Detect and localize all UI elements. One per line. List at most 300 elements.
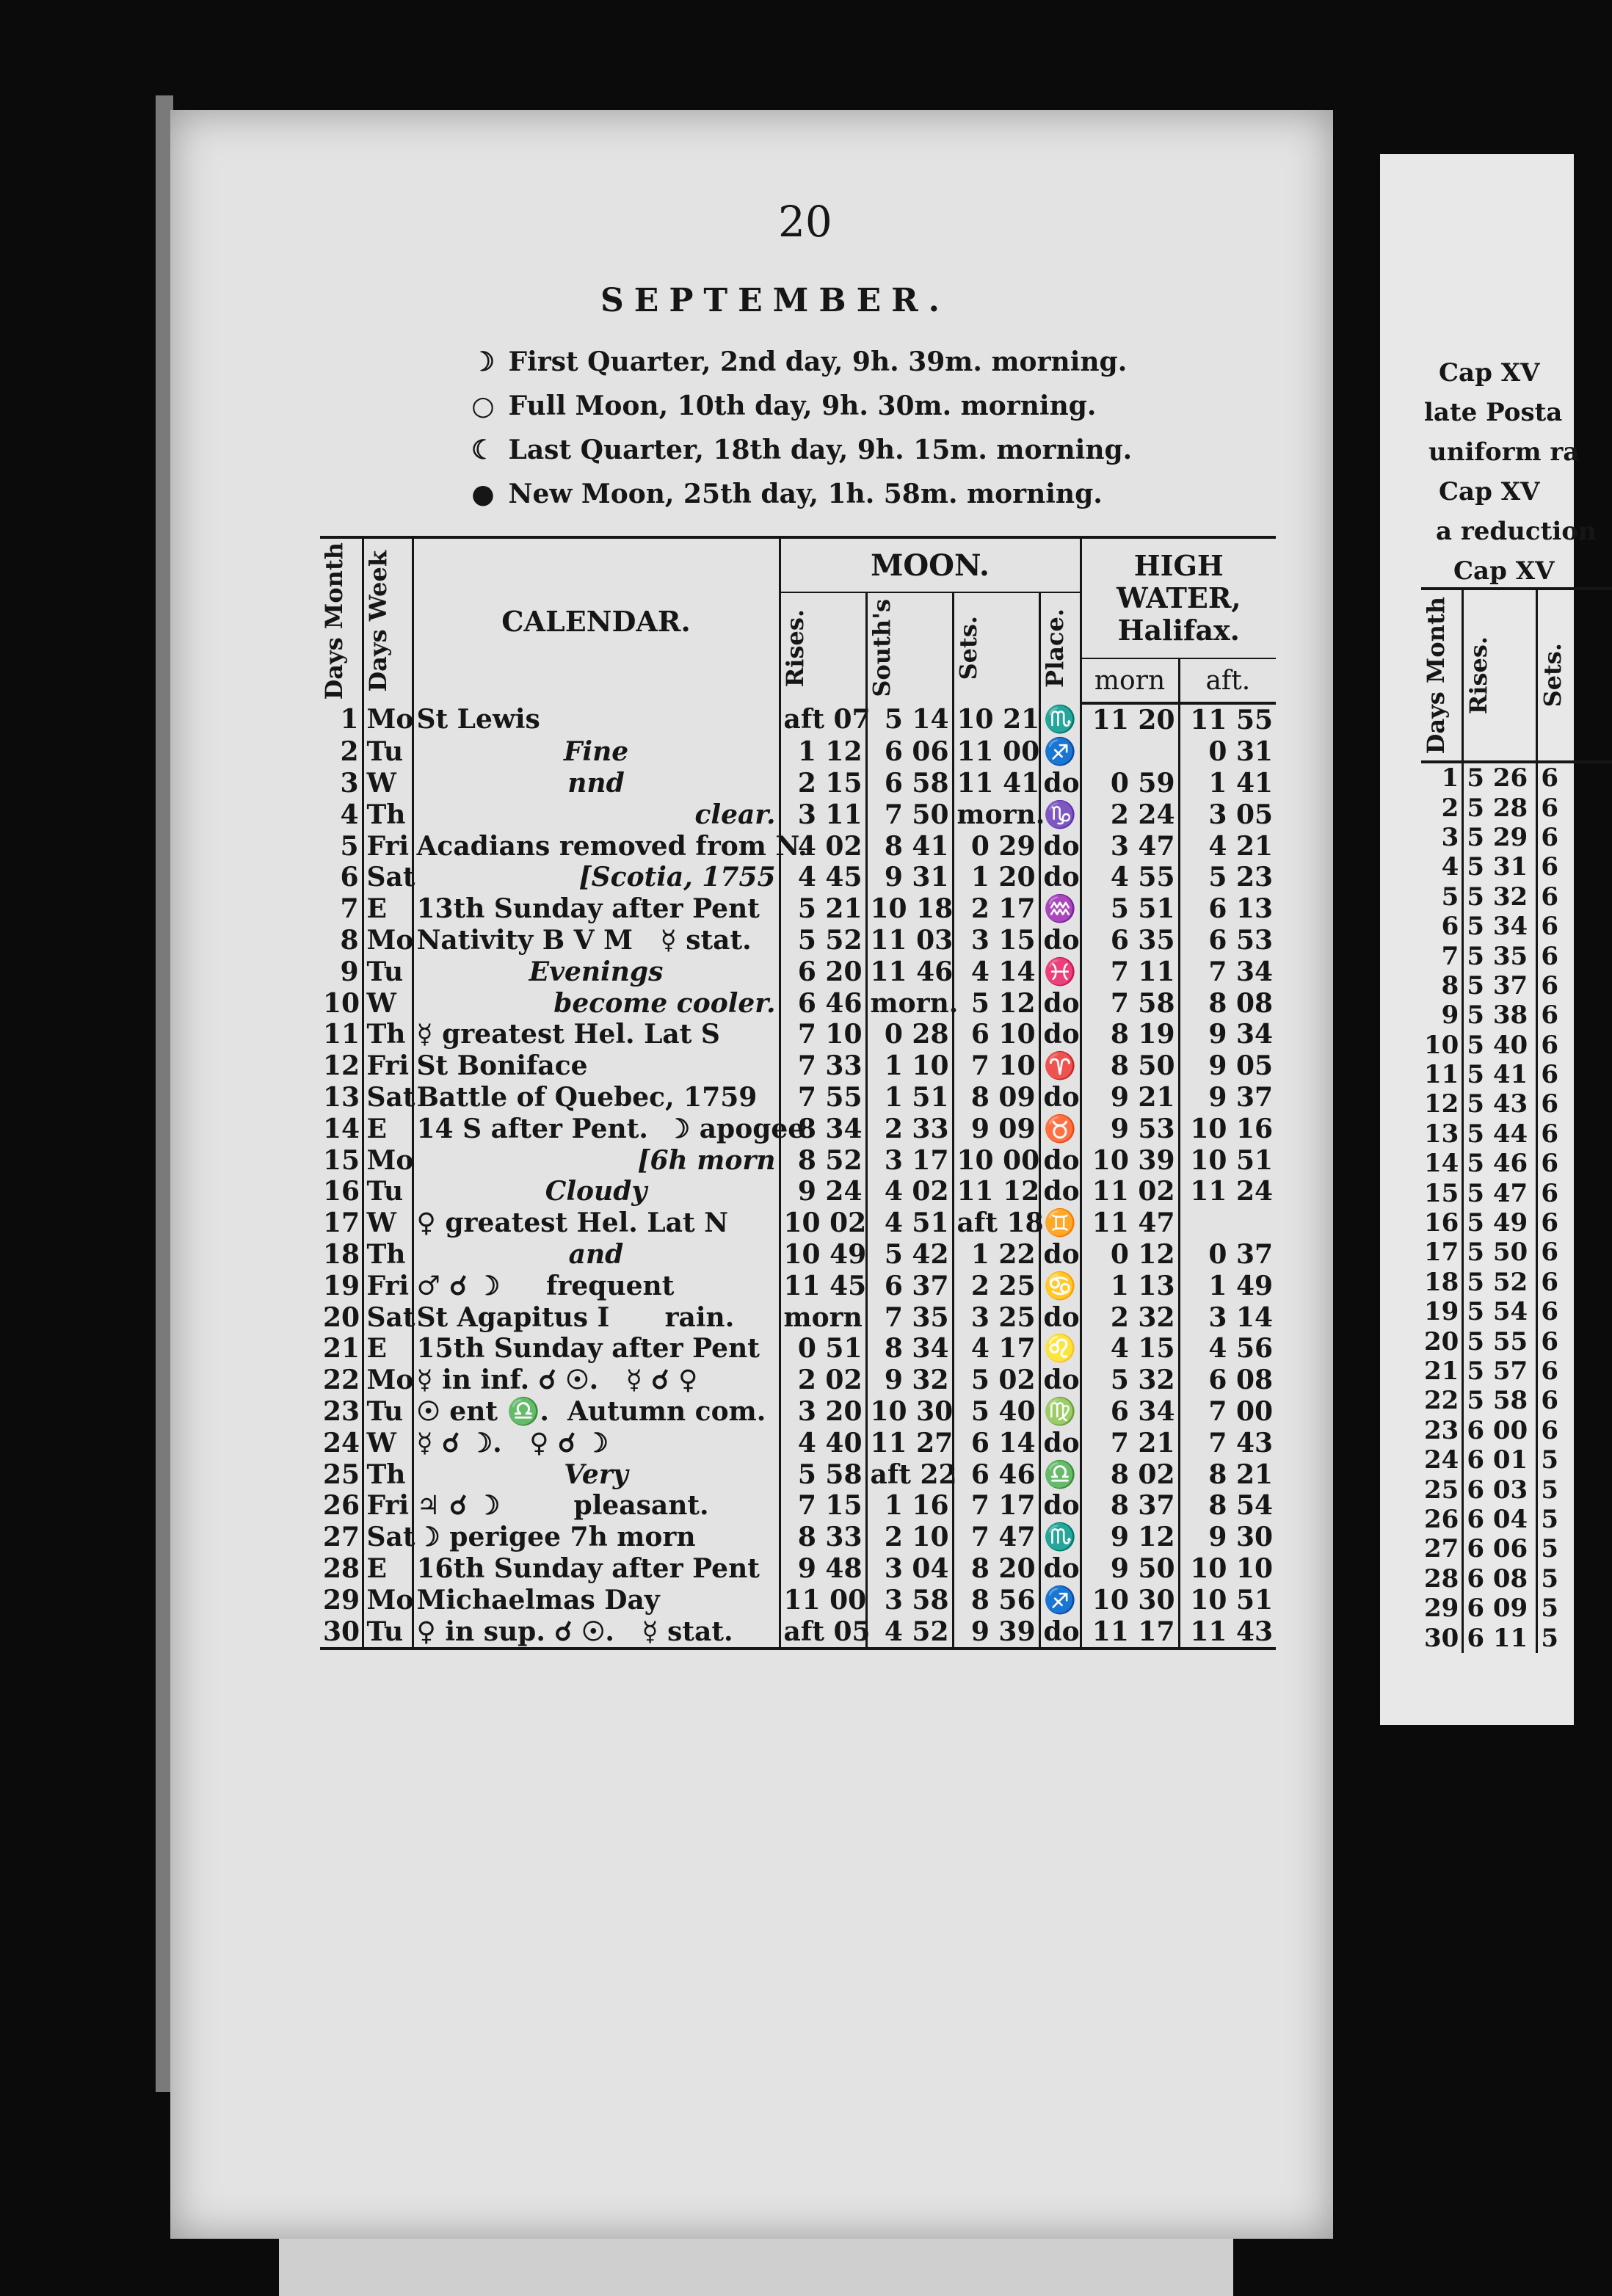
adjacent-day: 16	[1424, 1208, 1459, 1238]
moon-rises: 4 02	[780, 830, 866, 862]
moon-rises: 5 21	[780, 893, 866, 925]
moon-sets: 8 56	[953, 1584, 1039, 1616]
high-water-morn: 7 58	[1081, 987, 1179, 1019]
adjacent-sun-sets: 6	[1537, 971, 1612, 1000]
moon-souths: 11 03	[866, 925, 953, 956]
adjacent-table-row	[1421, 1564, 1612, 1594]
adjacent-day: 27	[1424, 1534, 1459, 1564]
adjacent-day: 6	[1441, 912, 1459, 942]
adjacent-page-line: a reduction	[1436, 517, 1597, 546]
days-week-header: Days Week	[363, 537, 413, 703]
day-of-week: W	[363, 768, 413, 799]
adjacent-sun-rises: 6 08	[1463, 1564, 1537, 1594]
high-water-aft: 3 14	[1179, 1301, 1276, 1333]
adjacent-sun-rises: 5 55	[1463, 1326, 1537, 1356]
calendar-row	[320, 703, 1276, 736]
phase-text: Full Moon, 10th day, 9h. 30m. morning.	[508, 390, 1097, 421]
new-moon-icon: ●	[471, 479, 495, 509]
morn-header: morn	[1081, 658, 1179, 703]
moon-place: do	[1039, 1490, 1081, 1522]
day-of-week: E	[363, 1553, 413, 1585]
adjacent-sun-sets: 6	[1537, 1031, 1612, 1060]
moon-place: ♍	[1039, 1396, 1081, 1428]
adjacent-sun-rises: 5 58	[1463, 1386, 1537, 1415]
adjacent-day: 7	[1441, 941, 1459, 971]
adjacent-sun-rises: 5 37	[1463, 971, 1537, 1000]
high-water-aft: 10 10	[1179, 1553, 1276, 1585]
moon-souths: 6 58	[866, 768, 953, 799]
moon-place: do	[1039, 1144, 1081, 1176]
adjacent-day: 28	[1424, 1563, 1459, 1594]
high-water-morn: 7 21	[1081, 1427, 1179, 1458]
adjacent-sun-sets: 6	[1537, 793, 1612, 822]
calendar-row	[320, 1616, 1276, 1649]
day-of-month: 30	[323, 1616, 360, 1647]
adjacent-sun-rises: 5 54	[1463, 1297, 1537, 1326]
day-of-month: 3	[340, 767, 359, 799]
adjacent-sun-sets: 6	[1537, 1149, 1612, 1178]
high-water-morn: 2 24	[1081, 799, 1179, 830]
adjacent-table-row	[1421, 1386, 1612, 1415]
high-water-aft: 5 23	[1179, 862, 1276, 893]
moon-sets: 5 12	[953, 987, 1039, 1019]
adjacent-table-row	[1421, 1594, 1612, 1623]
calendar-row	[320, 1301, 1276, 1333]
adjacent-table-row	[1421, 1089, 1612, 1119]
calendar-note: nnd	[413, 768, 780, 799]
calendar-row	[320, 1144, 1276, 1176]
calendar-note: ♀ greatest Hel. Lat N	[413, 1207, 780, 1239]
adjacent-sun-sets: 6	[1537, 1060, 1612, 1089]
high-water-aft: 6 53	[1179, 925, 1276, 956]
adjacent-day: 23	[1424, 1415, 1459, 1445]
adjacent-sun-sets: 5	[1537, 1623, 1612, 1652]
day-of-week: E	[363, 893, 413, 925]
moon-souths: 4 02	[866, 1176, 953, 1207]
high-water-morn: 3 47	[1081, 830, 1179, 862]
moon-souths: 5 42	[866, 1239, 953, 1271]
moon-souths: 8 41	[866, 830, 953, 862]
adjacent-day: 12	[1424, 1089, 1459, 1119]
high-water-aft: 9 30	[1179, 1522, 1276, 1553]
moon-souths: 9 32	[866, 1365, 953, 1396]
day-of-month: 10	[323, 987, 360, 1019]
day-of-month: 27	[323, 1522, 360, 1553]
adjacent-sun-rises: 5 43	[1463, 1089, 1537, 1119]
moon-phase-full-moon	[467, 390, 1096, 421]
moon-place: ♐	[1039, 1584, 1081, 1616]
day-of-week: Th	[363, 1458, 413, 1490]
calendar-row	[320, 893, 1276, 925]
adjacent-sun-rises: 5 29	[1463, 823, 1537, 852]
calendar-note: ☉ ent ♎. Autumn com.	[413, 1396, 780, 1428]
calendar-row	[320, 1270, 1276, 1301]
moon-sets: 4 14	[953, 956, 1039, 987]
day-of-week: Th	[363, 1239, 413, 1271]
phase-text: New Moon, 25th day, 1h. 58m. morning.	[508, 479, 1103, 509]
high-water-aft: 6 13	[1179, 893, 1276, 925]
moon-rises: 7 15	[780, 1490, 866, 1522]
adjacent-table-row	[1421, 1297, 1612, 1326]
adjacent-sun-rises: 5 50	[1463, 1238, 1537, 1267]
moon-sets: 7 47	[953, 1522, 1039, 1553]
moon-souths: 7 35	[866, 1301, 953, 1333]
adjacent-day: 19	[1424, 1297, 1459, 1327]
high-water-morn: 8 02	[1081, 1458, 1179, 1490]
moon-place: ♏	[1039, 703, 1081, 736]
day-of-week: W	[363, 1207, 413, 1239]
adjacent-table-row	[1421, 1356, 1612, 1386]
calendar-note: Very	[413, 1458, 780, 1490]
calendar-row	[320, 987, 1276, 1019]
adjacent-sun-sets: 5	[1537, 1594, 1612, 1623]
moon-sets: 6 10	[953, 1019, 1039, 1050]
adjacent-sun-rises: 6 03	[1463, 1475, 1537, 1504]
day-of-month: 9	[340, 956, 359, 987]
moon-sets: 8 20	[953, 1553, 1039, 1585]
page-number: 20	[778, 197, 832, 247]
calendar-row	[320, 925, 1276, 956]
calendar-row	[320, 1522, 1276, 1553]
high-water-morn: 10 30	[1081, 1584, 1179, 1616]
day-of-week: Fri	[363, 1270, 413, 1301]
moon-rises: 2 15	[780, 768, 866, 799]
moon-sets: 4 17	[953, 1333, 1039, 1365]
adjacent-sun-sets: 6	[1537, 1208, 1612, 1238]
adjacent-table-row	[1421, 1149, 1612, 1178]
moon-rises: 10 02	[780, 1207, 866, 1239]
calendar-header: CALENDAR.	[413, 537, 780, 703]
adjacent-day: 8	[1441, 970, 1459, 1000]
calendar-note: ♀ in sup. ☌ ☉. ☿ stat.	[413, 1616, 780, 1649]
rp-sets-header: Sets.	[1537, 589, 1612, 762]
high-water-header: HIGH WATER, Halifax.	[1081, 537, 1276, 658]
calendar-row	[320, 1365, 1276, 1396]
moon-rises: 4 45	[780, 862, 866, 893]
day-of-month: 28	[323, 1552, 360, 1584]
adjacent-day: 14	[1424, 1149, 1459, 1179]
adjacent-table-row	[1421, 1000, 1612, 1030]
moon-rises: 6 20	[780, 956, 866, 987]
calendar-row	[320, 1176, 1276, 1207]
high-water-aft: 0 37	[1179, 1239, 1276, 1271]
calendar-row	[320, 1458, 1276, 1490]
adjacent-sun-rises: 5 35	[1463, 941, 1537, 970]
moon-sets: 6 14	[953, 1427, 1039, 1458]
high-water-morn: 11 47	[1081, 1207, 1179, 1239]
calendar-note: [6h morn	[413, 1144, 780, 1176]
adjacent-day: 17	[1424, 1238, 1459, 1268]
calendar-body	[320, 703, 1276, 1682]
high-water-morn: 5 32	[1081, 1365, 1179, 1396]
moon-place: do	[1039, 1301, 1081, 1333]
moon-rises: 5 52	[780, 925, 866, 956]
moon-souths: 9 31	[866, 862, 953, 893]
high-water-aft: 11 24	[1179, 1176, 1276, 1207]
moon-sets: 5 40	[953, 1396, 1039, 1428]
moon-souths: 5 14	[866, 703, 953, 736]
adjacent-sun-rises: 5 26	[1463, 762, 1537, 793]
day-of-week: E	[363, 1113, 413, 1144]
calendar-note: ☿ in inf. ☌ ☉. ☿ ☌ ♀	[413, 1365, 780, 1396]
moon-sets: 7 17	[953, 1490, 1039, 1522]
day-of-week: Th	[363, 799, 413, 830]
calendar-note: ♂ ☌ ☽ frequent	[413, 1270, 780, 1301]
moon-sets: 1 20	[953, 862, 1039, 893]
calendar-table	[320, 536, 1276, 1682]
adjacent-sun-rises: 5 28	[1463, 793, 1537, 822]
adjacent-day: 26	[1424, 1504, 1459, 1534]
rp-rises-header: Rises.	[1463, 589, 1537, 762]
day-of-month: 4	[340, 799, 359, 830]
adjacent-day: 22	[1424, 1386, 1459, 1416]
adjacent-sun-sets: 6	[1537, 823, 1612, 852]
adjacent-sun-rises: 5 46	[1463, 1149, 1537, 1178]
high-water-morn: 7 11	[1081, 956, 1179, 987]
adjacent-table-row	[1421, 1031, 1612, 1060]
high-water-morn: 0 59	[1081, 768, 1179, 799]
calendar-row	[320, 1396, 1276, 1428]
moon-souths: 0 28	[866, 1019, 953, 1050]
high-water-aft: 8 54	[1179, 1490, 1276, 1522]
high-water-aft: 10 16	[1179, 1113, 1276, 1144]
moon-phase-first-quarter	[467, 346, 1127, 377]
moon-rises: 11 00	[780, 1584, 866, 1616]
moon-souths: 3 58	[866, 1584, 953, 1616]
moon-sets: 6 46	[953, 1458, 1039, 1490]
moon-rises: 6 46	[780, 987, 866, 1019]
adjacent-sun-sets: 6	[1537, 1089, 1612, 1119]
calendar-note: become cooler.	[413, 987, 780, 1019]
calendar-note: St Boniface	[413, 1050, 780, 1082]
moon-place: ♓	[1039, 956, 1081, 987]
moon-souths: 3 04	[866, 1553, 953, 1585]
moon-sets: 2 25	[953, 1270, 1039, 1301]
adjacent-table-row	[1421, 1060, 1612, 1089]
high-water-morn	[1081, 736, 1179, 768]
high-water-aft: 3 05	[1179, 799, 1276, 830]
calendar-note: Nativity B V M ☿ stat.	[413, 925, 780, 956]
high-water-morn: 8 37	[1081, 1490, 1179, 1522]
adjacent-sun-sets: 6	[1537, 941, 1612, 970]
moon-rises: 8 34	[780, 1113, 866, 1144]
adjacent-sun-rises: 5 44	[1463, 1119, 1537, 1149]
moon-place: do	[1039, 1176, 1081, 1207]
adjacent-page-line: Cap XV	[1453, 556, 1555, 586]
calendar-row	[320, 1239, 1276, 1271]
calendar-note: and	[413, 1239, 780, 1271]
high-water-morn: 1 13	[1081, 1270, 1179, 1301]
day-of-week: Sat	[363, 1301, 413, 1333]
adjacent-page	[1380, 154, 1597, 1725]
day-of-week: Tu	[363, 956, 413, 987]
day-of-week: Tu	[363, 1396, 413, 1428]
day-of-week: Fri	[363, 1050, 413, 1082]
day-of-week: W	[363, 987, 413, 1019]
moon-sets: 10 21	[953, 703, 1039, 736]
calendar-row	[320, 1427, 1276, 1458]
day-of-month: 5	[340, 830, 359, 862]
moon-place: do	[1039, 1019, 1081, 1050]
adjacent-sun-rises: 6 01	[1463, 1445, 1537, 1475]
day-of-month: 23	[323, 1395, 360, 1427]
calendar-row	[320, 1019, 1276, 1050]
moon-sets: 11 00	[953, 736, 1039, 768]
moon-rises: 7 10	[780, 1019, 866, 1050]
high-water-morn: 4 15	[1081, 1333, 1179, 1365]
day-of-month: 13	[323, 1081, 360, 1113]
moon-header: MOON.	[780, 537, 1081, 592]
day-of-month: 19	[323, 1270, 360, 1301]
day-of-week: Sat	[363, 862, 413, 893]
day-of-month: 17	[323, 1207, 360, 1239]
calendar-row	[320, 830, 1276, 862]
moon-sets: 7 10	[953, 1050, 1039, 1082]
moon-rises: aft 07	[780, 703, 866, 736]
high-water-morn: 10 39	[1081, 1144, 1179, 1176]
high-water-morn: 8 19	[1081, 1019, 1179, 1050]
adjacent-sun-sets: 6	[1537, 1297, 1612, 1326]
moon-souths: 2 33	[866, 1113, 953, 1144]
moon-souths: 1 51	[866, 1082, 953, 1114]
moon-souths: 4 51	[866, 1207, 953, 1239]
calendar-row	[320, 1584, 1276, 1616]
calendar-row	[320, 768, 1276, 799]
aft-header: aft.	[1179, 658, 1276, 703]
adjacent-sun-sets: 6	[1537, 1326, 1612, 1356]
moon-sets: 8 09	[953, 1082, 1039, 1114]
calendar-note: 15th Sunday after Pent	[413, 1333, 780, 1365]
day-of-month: 15	[323, 1144, 360, 1176]
moon-souths: 2 10	[866, 1522, 953, 1553]
moon-sets: aft 18	[953, 1207, 1039, 1239]
moon-sets: 2 17	[953, 893, 1039, 925]
moon-rises: 4 40	[780, 1427, 866, 1458]
high-water-morn: 4 55	[1081, 862, 1179, 893]
moon-souths: morn.	[866, 987, 953, 1019]
moon-place: ♊	[1039, 1207, 1081, 1239]
day-of-week: Tu	[363, 1176, 413, 1207]
high-water-morn: 9 53	[1081, 1113, 1179, 1144]
table-bottom-rule	[320, 1649, 1276, 1682]
calendar-note: ☿ greatest Hel. Lat S	[413, 1019, 780, 1050]
calendar-row	[320, 799, 1276, 830]
high-water-aft: 10 51	[1179, 1584, 1276, 1616]
adjacent-table-row	[1421, 852, 1612, 882]
moon-phase-new-moon	[467, 479, 1103, 509]
calendar-note: Cloudy	[413, 1176, 780, 1207]
high-water-aft: 11 55	[1179, 703, 1276, 736]
adjacent-sun-sets: 6	[1537, 762, 1612, 793]
high-water-aft: 11 43	[1179, 1616, 1276, 1649]
calendar-row	[320, 1490, 1276, 1522]
high-water-aft: 4 56	[1179, 1333, 1276, 1365]
day-of-month: 21	[323, 1333, 360, 1365]
calendar-row	[320, 1207, 1276, 1239]
first-quarter-icon: ☽	[471, 346, 495, 377]
adjacent-table-row	[1421, 1119, 1612, 1149]
adjacent-sun-sets: 5	[1537, 1475, 1612, 1504]
rp-days-month-header: Days Month	[1422, 596, 1450, 755]
adjacent-sun-sets: 6	[1537, 1000, 1612, 1030]
adjacent-table-row	[1421, 1238, 1612, 1267]
moon-sets: 11 12	[953, 1176, 1039, 1207]
day-of-month: 22	[323, 1365, 360, 1396]
high-water-aft: 10 51	[1179, 1144, 1276, 1176]
high-water-aft: 1 49	[1179, 1270, 1276, 1301]
adjacent-day: 29	[1424, 1594, 1459, 1624]
day-of-week: Fri	[363, 830, 413, 862]
day-of-week: Sat	[363, 1082, 413, 1114]
adjacent-sun-rises: 5 31	[1463, 852, 1537, 882]
day-of-week: Mo	[363, 1584, 413, 1616]
high-water-morn: 2 32	[1081, 1301, 1179, 1333]
moon-place: do	[1039, 987, 1081, 1019]
high-water-morn: 9 50	[1081, 1553, 1179, 1585]
moon-sets: morn.	[953, 799, 1039, 830]
moon-place: do	[1039, 1082, 1081, 1114]
adjacent-day: 13	[1424, 1119, 1459, 1149]
day-of-week: Mo	[363, 925, 413, 956]
adjacent-sun-sets: 6	[1537, 882, 1612, 912]
month-title: SEPTEMBER.	[600, 282, 950, 319]
adjacent-sun-rises: 6 04	[1463, 1505, 1537, 1534]
moon-rises: morn	[780, 1301, 866, 1333]
adjacent-sun-sets: 5	[1537, 1534, 1612, 1563]
high-water-aft: 7 43	[1179, 1427, 1276, 1458]
moon-place: ♑	[1039, 799, 1081, 830]
high-water-aft: 8 21	[1179, 1458, 1276, 1490]
moon-place: ♏	[1039, 1522, 1081, 1553]
day-of-month: 18	[323, 1238, 360, 1270]
day-of-month: 24	[323, 1427, 360, 1458]
moon-place: do	[1039, 1239, 1081, 1271]
sets-header: Sets.	[953, 592, 1039, 703]
calendar-row	[320, 1050, 1276, 1082]
adjacent-sun-rises: 5 32	[1463, 882, 1537, 912]
moon-souths: 6 06	[866, 736, 953, 768]
day-of-week: E	[363, 1333, 413, 1365]
high-water-aft: 1 41	[1179, 768, 1276, 799]
adjacent-table-row	[1421, 1445, 1612, 1475]
day-of-month: 16	[323, 1176, 360, 1207]
high-water-morn: 11 17	[1081, 1616, 1179, 1649]
day-of-month: 25	[323, 1458, 360, 1490]
calendar-row	[320, 956, 1276, 987]
high-water-aft: 9 37	[1179, 1082, 1276, 1114]
adjacent-sun-sets: 5	[1537, 1564, 1612, 1594]
calendar-row	[320, 1113, 1276, 1144]
day-of-week: Tu	[363, 736, 413, 768]
calendar-note: Michaelmas Day	[413, 1584, 780, 1616]
adjacent-table-row	[1421, 1534, 1612, 1563]
moon-place: do	[1039, 1616, 1081, 1649]
moon-souths: aft 22	[866, 1458, 953, 1490]
calendar-note: clear.	[413, 799, 780, 830]
adjacent-day: 30	[1424, 1623, 1459, 1653]
adjacent-day: 5	[1441, 882, 1459, 912]
moon-sets: 0 29	[953, 830, 1039, 862]
day-of-week: Sat	[363, 1522, 413, 1553]
adjacent-page-line: Cap XV	[1439, 358, 1540, 388]
adjacent-sun-rises: 5 57	[1463, 1356, 1537, 1386]
high-water-morn: 6 34	[1081, 1396, 1179, 1428]
calendar-row	[320, 1082, 1276, 1114]
moon-rises: 8 33	[780, 1522, 866, 1553]
adjacent-day: 24	[1424, 1445, 1459, 1475]
high-water-aft: 9 34	[1179, 1019, 1276, 1050]
moon-rises: 0 51	[780, 1333, 866, 1365]
